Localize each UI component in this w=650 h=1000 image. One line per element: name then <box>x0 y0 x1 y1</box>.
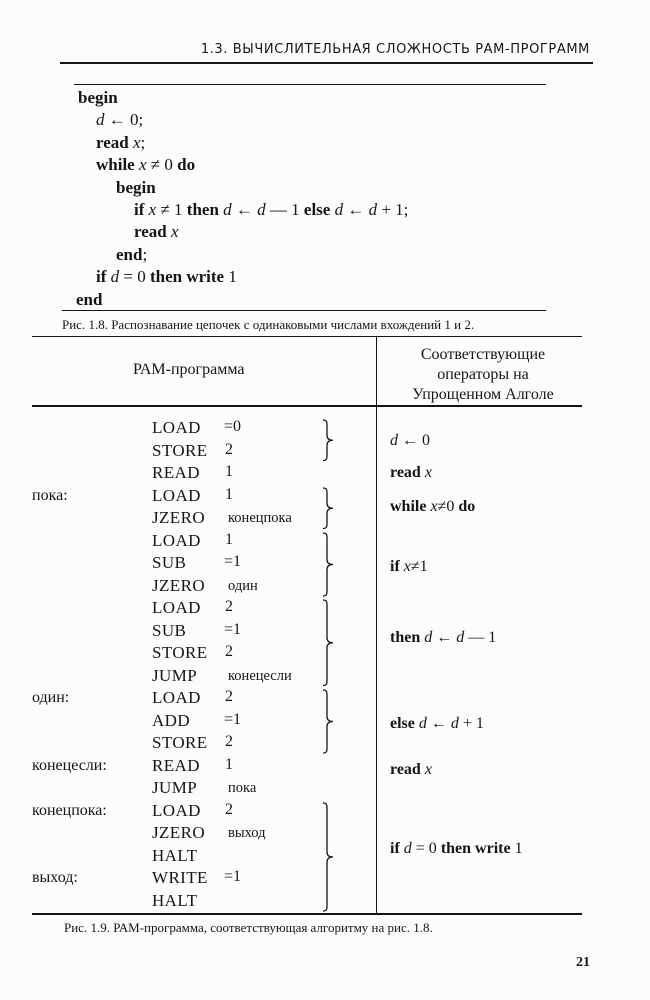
ram-opcode: STORE <box>152 643 208 662</box>
algol-token: d <box>390 432 398 449</box>
algorithm-line <box>76 290 102 310</box>
ram-opcode: READ <box>152 463 200 482</box>
algol-token: ← <box>426 715 451 732</box>
ram-operand: 2 <box>225 688 233 705</box>
algorithm-bottom-rule <box>62 310 546 311</box>
algorithm-token: — 1 <box>265 200 304 219</box>
algorithm-token: x <box>128 132 141 152</box>
ram-label: конецпока: <box>32 801 107 819</box>
brace-icon <box>322 600 334 686</box>
algorithm-token: then <box>186 200 219 219</box>
running-head: 1.3. ВЫЧИСЛИТЕЛЬНАЯ СЛОЖНОСТЬ РАМ-ПРОГРАММ <box>200 42 590 57</box>
algol-token: d <box>414 715 427 732</box>
page-number: 21 <box>576 955 590 970</box>
ram-operand: пока <box>228 780 257 796</box>
algorithm-token: end <box>76 289 103 309</box>
algorithm-token: read <box>134 222 167 242</box>
algorithm-token: do <box>177 155 196 175</box>
algol-token: d <box>399 840 412 857</box>
algorithm-token: = 0 <box>119 267 150 287</box>
brace-icon <box>322 690 334 753</box>
ram-operand: =1 <box>224 553 242 570</box>
brace-icon <box>322 803 334 911</box>
algol-token: read <box>390 761 421 778</box>
algorithm-line <box>78 88 118 108</box>
algorithm-token: else <box>303 200 331 219</box>
algol-statement <box>390 558 428 576</box>
ram-operand: выход <box>228 825 266 841</box>
algol-token: — 1 <box>464 629 497 646</box>
algol-token: if <box>390 840 400 857</box>
algol-statement <box>390 432 430 450</box>
algorithm-token: x <box>134 155 147 175</box>
algorithm-token: d <box>368 200 378 219</box>
ram-operand: один <box>228 577 258 594</box>
ram-opcode: READ <box>152 755 200 775</box>
ram-opcode: ADD <box>152 710 191 730</box>
figure-caption-1-8: Рис. 1.8. Распознавание цепочек с одинаковыми числами вхождений 1 и 2. <box>62 317 475 332</box>
ram-opcode: JUMP <box>152 665 198 685</box>
algorithm-token: ≠ 0 <box>146 155 178 175</box>
algol-statement <box>390 498 475 516</box>
ram-opcode: SUB <box>152 553 187 572</box>
ram-opcode: HALT <box>152 890 198 910</box>
algorithm-token: ; <box>140 132 146 152</box>
algorithm-token: ; <box>142 244 148 264</box>
table-head-right <box>383 345 583 405</box>
head-right-line: операторы на <box>437 366 529 383</box>
algol-token: else <box>390 715 415 732</box>
head-right-line: Соответствующие <box>420 346 546 363</box>
algol-token: x <box>426 498 438 515</box>
table-top-rule <box>32 336 582 337</box>
ram-operand: конецпока <box>228 510 292 526</box>
algol-statement <box>390 840 523 858</box>
algol-token: then write <box>440 840 511 857</box>
ram-operand: 2 <box>225 598 233 615</box>
algorithm-token: read <box>96 132 129 152</box>
algol-token: ← <box>432 629 457 646</box>
algorithm-token: x <box>166 222 179 242</box>
algol-token: if <box>390 558 400 575</box>
algorithm-line <box>96 267 237 287</box>
algorithm-token: end <box>116 244 143 264</box>
ram-opcode: WRITE <box>152 868 208 887</box>
algorithm-token: 1 <box>224 267 237 287</box>
algorithm-token: ← <box>231 200 258 219</box>
ram-operand: конецесли <box>228 667 292 684</box>
ram-opcode: JZERO <box>152 575 205 595</box>
algol-statement <box>390 715 484 733</box>
table-head-left: РАМ-программа <box>133 361 245 378</box>
header-rule <box>60 62 593 64</box>
ram-opcode: JUMP <box>152 778 198 797</box>
algol-statement <box>390 761 432 779</box>
algorithm-token: then write <box>149 267 225 287</box>
algorithm-line <box>116 245 147 265</box>
algorithm-token: begin <box>116 177 156 197</box>
ram-opcode: JZERO <box>152 823 205 842</box>
algorithm-line <box>96 155 195 175</box>
algorithm-token: if <box>134 200 145 219</box>
algol-token: read <box>390 464 421 481</box>
ram-label: пока: <box>32 486 68 504</box>
ram-opcode: LOAD <box>152 598 201 617</box>
algorithm-line <box>116 178 156 198</box>
ram-label: один: <box>32 689 70 706</box>
brace-icon <box>322 488 334 529</box>
algol-token: while <box>390 498 427 515</box>
ram-operand: 1 <box>225 485 233 503</box>
figure-caption-1-9: Рис. 1.9. РАМ-программа, соответствующая алгоритму на рис. 1.8. <box>64 920 433 935</box>
ram-opcode: LOAD <box>152 688 201 707</box>
brace-icon <box>322 533 334 596</box>
algol-token: = 0 <box>411 840 441 857</box>
algorithm-token: while <box>96 155 135 175</box>
algol-token: x <box>399 558 411 575</box>
ram-opcode: STORE <box>152 733 208 752</box>
algol-token: d <box>420 629 433 646</box>
table-header-rule <box>32 405 582 407</box>
algorithm-token: ← <box>343 200 369 219</box>
algol-statement <box>390 629 496 647</box>
ram-operand: 2 <box>225 440 233 458</box>
ram-operand: 2 <box>225 643 233 660</box>
algol-token: ≠1 <box>410 558 428 575</box>
ram-opcode: JZERO <box>152 508 205 527</box>
ram-opcode: HALT <box>152 845 198 865</box>
table-column-divider <box>376 337 377 915</box>
algorithm-token: d <box>96 110 105 130</box>
ram-label: выход: <box>32 869 78 886</box>
algol-statement <box>390 464 432 482</box>
ram-operand: =1 <box>224 620 242 638</box>
ram-operand: 1 <box>225 755 233 773</box>
head-right-line: Упрощенном Алголе <box>412 386 554 403</box>
brace-icon <box>322 420 334 461</box>
algorithm-line <box>96 133 145 153</box>
ram-operand: =1 <box>224 710 242 728</box>
algol-token: 1 <box>510 840 523 857</box>
ram-opcode: LOAD <box>152 530 201 550</box>
ram-operand: 1 <box>225 463 233 480</box>
ram-operand: 2 <box>225 800 233 818</box>
algol-token: x <box>420 761 432 778</box>
algol-token: then <box>390 629 421 646</box>
algorithm-token: ← 0; <box>104 110 144 130</box>
algol-token: ← 0 <box>398 432 430 449</box>
ram-operand: =0 <box>224 418 242 435</box>
ram-opcode: LOAD <box>152 418 201 437</box>
algol-token: ≠0 <box>437 498 459 515</box>
algorithm-token: d <box>257 200 266 219</box>
algorithm-top-rule <box>74 84 546 85</box>
algol-token: d <box>450 715 459 732</box>
ram-operand: 1 <box>225 530 233 548</box>
algol-token: + 1 <box>458 715 484 732</box>
ram-opcode: STORE <box>152 440 208 460</box>
algorithm-token: if <box>96 267 107 287</box>
algorithm-line <box>96 110 143 130</box>
table-bottom-rule <box>32 913 582 915</box>
algorithm-token: d <box>218 200 232 219</box>
ram-opcode: LOAD <box>152 485 201 505</box>
algorithm-token: + 1; <box>377 200 409 219</box>
ram-operand: =1 <box>224 868 242 885</box>
algorithm-line <box>134 200 408 220</box>
ram-opcode: LOAD <box>152 800 201 820</box>
algorithm-token: begin <box>78 88 118 107</box>
algol-token: do <box>458 498 476 515</box>
algorithm-token: d <box>330 200 344 219</box>
algol-token: x <box>420 464 432 481</box>
algorithm-token: x <box>144 200 157 219</box>
ram-operand: 2 <box>225 733 233 750</box>
algorithm-token: d <box>106 267 120 287</box>
ram-opcode: SUB <box>152 620 187 640</box>
algorithm-line <box>134 222 179 242</box>
algol-token: d <box>456 629 465 646</box>
algorithm-token: ≠ 1 <box>156 200 187 219</box>
ram-label: конецесли: <box>32 756 107 774</box>
